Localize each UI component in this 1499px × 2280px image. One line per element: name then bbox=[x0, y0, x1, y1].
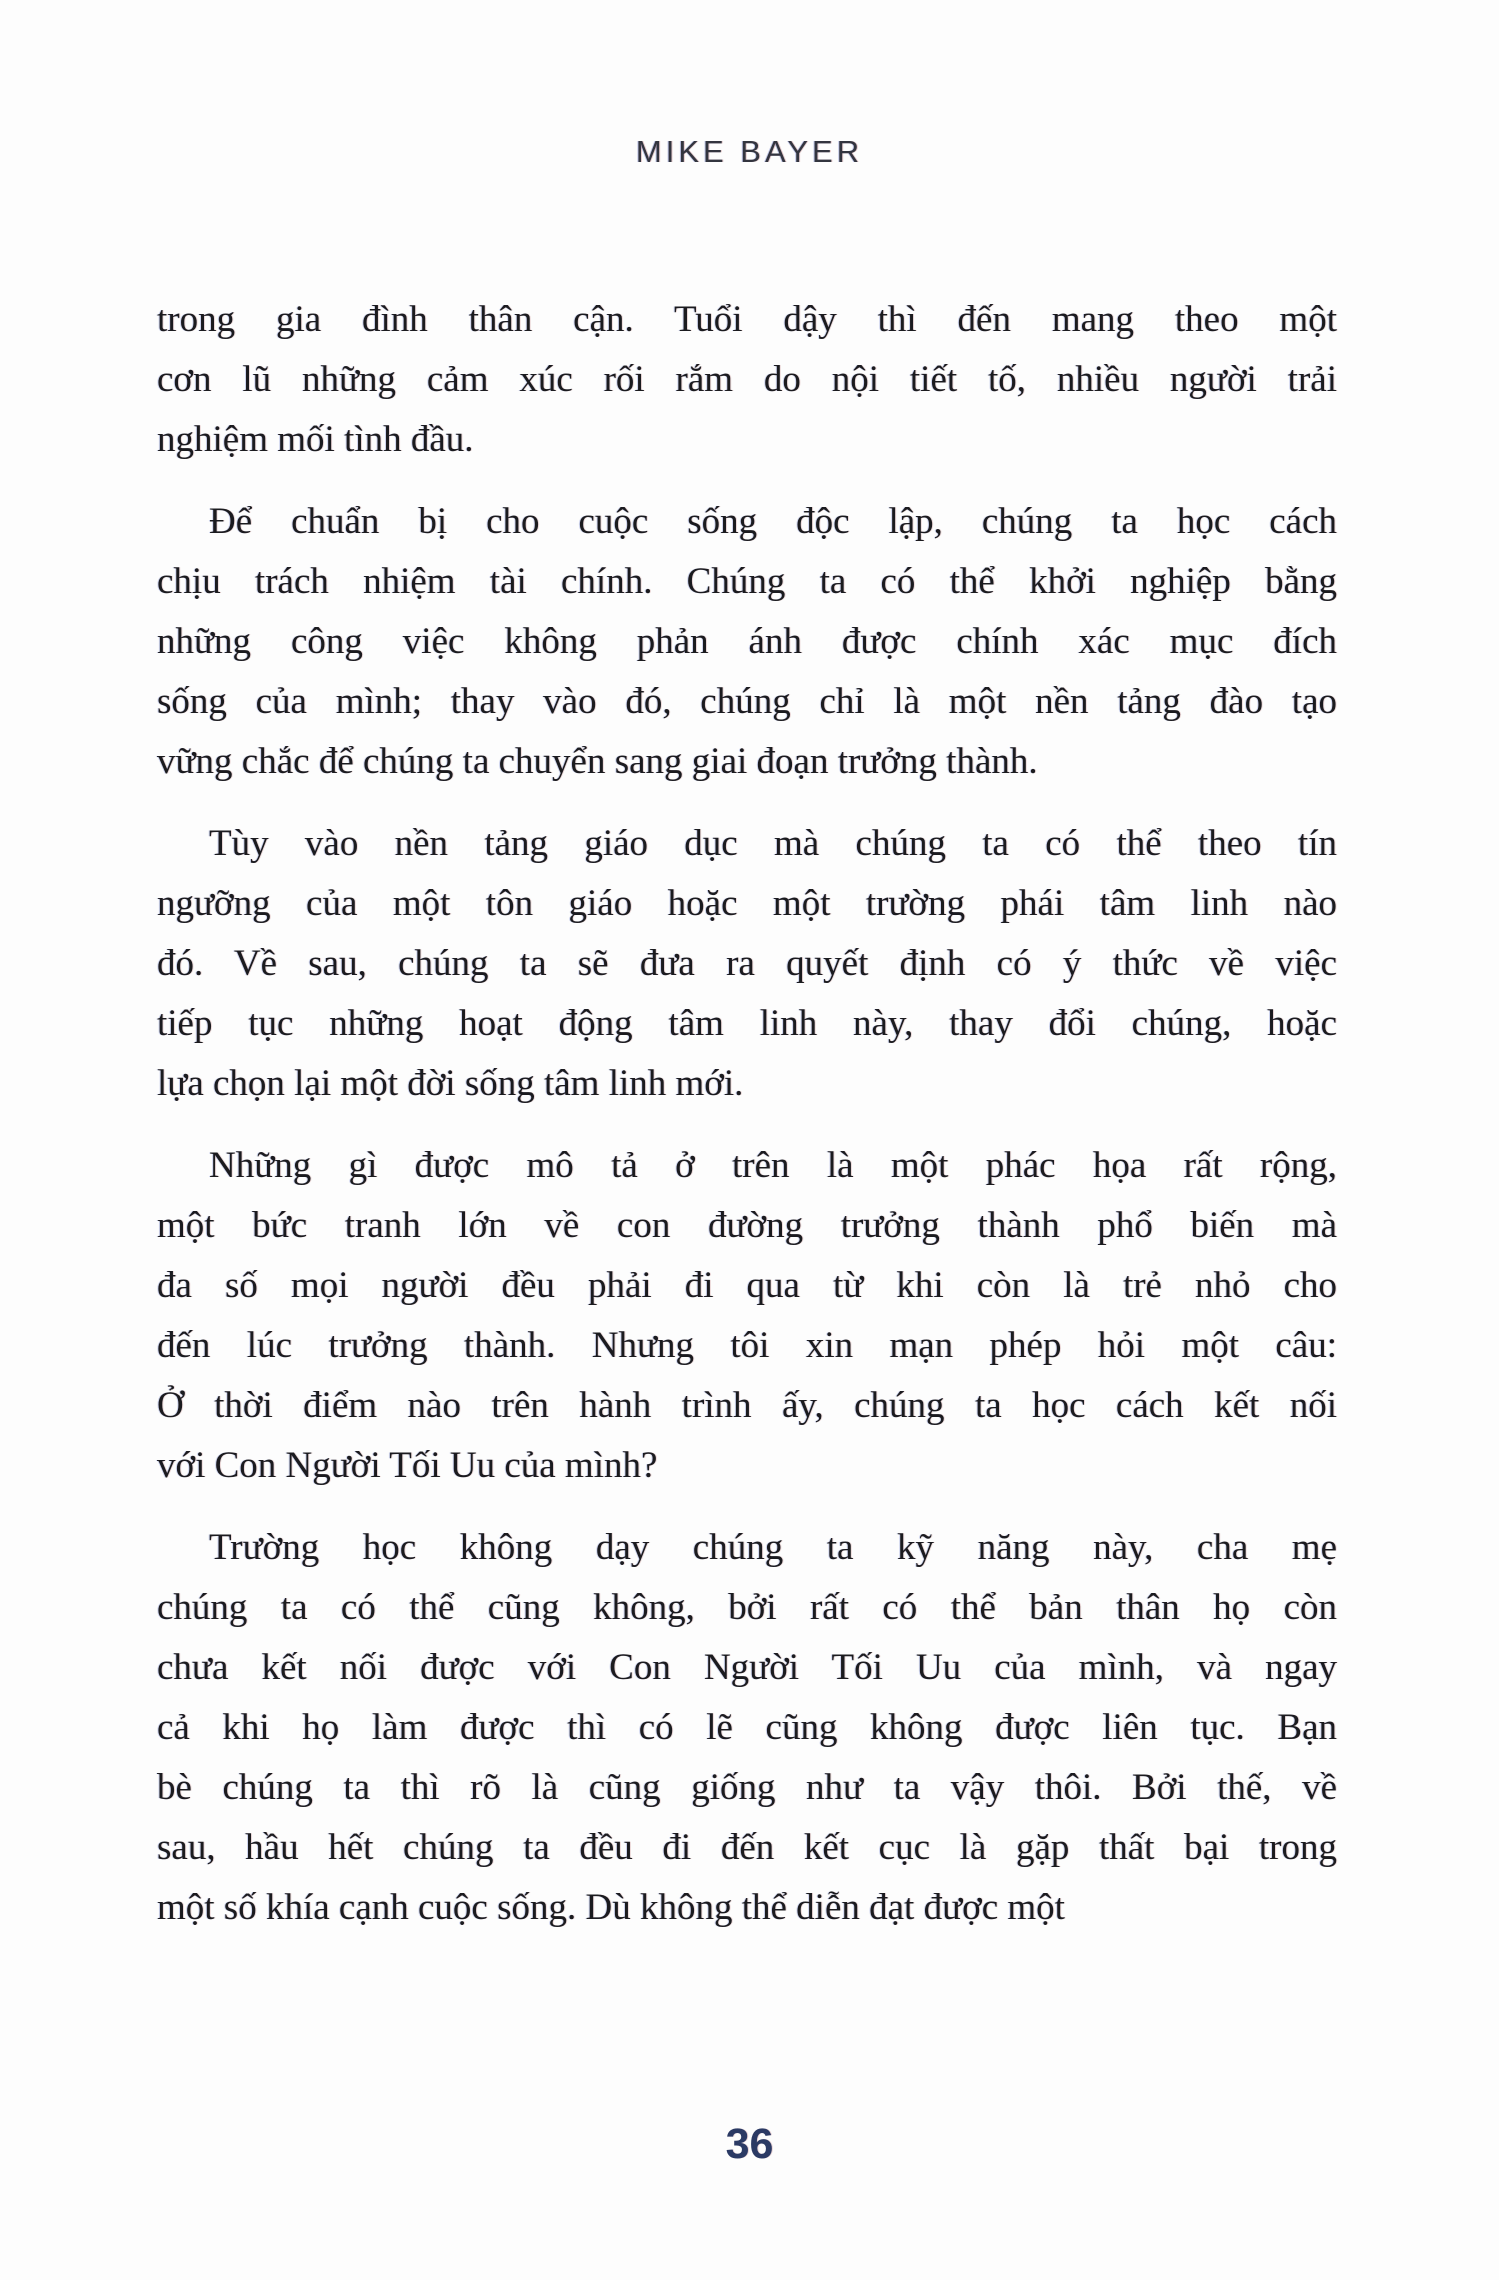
text-line: chưa kết nối được với Con Người Tối Uu của mình, và ngay bbox=[157, 1647, 1337, 1688]
text-line: đa số mọi người đều phải đi qua từ khi còn là trẻ nhỏ cho bbox=[157, 1265, 1337, 1306]
page-number: 36 bbox=[725, 2120, 774, 2168]
text-line: tiếp tục những hoạt động tâm linh này, thay đổi chúng, hoặc bbox=[157, 1003, 1337, 1044]
text-line: nghiệm mối tình đầu. bbox=[157, 419, 474, 460]
text-line: cả khi họ làm được thì có lẽ cũng không được liên tục. Bạn bbox=[157, 1707, 1337, 1748]
body-paragraph bbox=[157, 1136, 1337, 1496]
text-line: chịu trách nhiệm tài chính. Chúng ta có thể khởi nghiệp bằng bbox=[157, 561, 1337, 602]
text-line: sống của mình; thay vào đó, chúng chỉ là một nền tảng đào tạo bbox=[157, 681, 1337, 722]
text-line: Những gì được mô tả ở trên là một phác họa rất rộng, bbox=[209, 1145, 1337, 1186]
text-line: đó. Về sau, chúng ta sẽ đưa ra quyết định có ý thức về việc bbox=[157, 943, 1337, 984]
text-line: cơn lũ những cảm xúc rối rắm do nội tiết tố, nhiều người trải bbox=[157, 359, 1337, 400]
text-line: một số khía cạnh cuộc sống. Dù không thể diễn đạt được một bbox=[157, 1887, 1065, 1928]
body-paragraph bbox=[157, 1518, 1337, 1938]
text-line: ngưỡng của một tôn giáo hoặc một trường phái tâm linh nào bbox=[157, 883, 1337, 924]
text-line: Tùy vào nền tảng giáo dục mà chúng ta có thể theo tín bbox=[209, 823, 1337, 864]
text-line: Trường học không dạy chúng ta kỹ năng này, cha mẹ bbox=[209, 1527, 1337, 1568]
text-line: lựa chọn lại một đời sống tâm linh mới. bbox=[157, 1063, 744, 1104]
text-line: chúng ta có thể cũng không, bởi rất có thể bản thân họ còn bbox=[157, 1587, 1337, 1628]
text-line: đến lúc trưởng thành. Nhưng tôi xin mạn phép hỏi một câu: bbox=[157, 1325, 1337, 1366]
text-line: Ở thời điểm nào trên hành trình ấy, chúng ta học cách kết nối bbox=[157, 1385, 1337, 1426]
running-header: MIKE BAYER bbox=[635, 134, 864, 169]
text-line: với Con Người Tối Uu của mình? bbox=[157, 1445, 658, 1486]
body-paragraph bbox=[157, 814, 1337, 1114]
text-line: những công việc không phản ánh được chính xác mục đích bbox=[157, 621, 1337, 662]
page-body-text bbox=[157, 290, 1337, 1960]
text-line: một bức tranh lớn về con đường trưởng thành phổ biến mà bbox=[157, 1205, 1337, 1246]
text-line: bè chúng ta thì rõ là cũng giống như ta vậy thôi. Bởi thế, về bbox=[157, 1767, 1337, 1808]
text-line: Để chuẩn bị cho cuộc sống độc lập, chúng ta học cách bbox=[209, 501, 1337, 542]
text-line: trong gia đình thân cận. Tuổi dậy thì đến mang theo một bbox=[157, 299, 1337, 340]
body-paragraph bbox=[157, 492, 1337, 792]
text-line: vững chắc để chúng ta chuyển sang giai đoạn trưởng thành. bbox=[157, 741, 1038, 782]
body-paragraph bbox=[157, 290, 1337, 470]
text-line: sau, hầu hết chúng ta đều đi đến kết cục là gặp thất bại trong bbox=[157, 1827, 1337, 1868]
